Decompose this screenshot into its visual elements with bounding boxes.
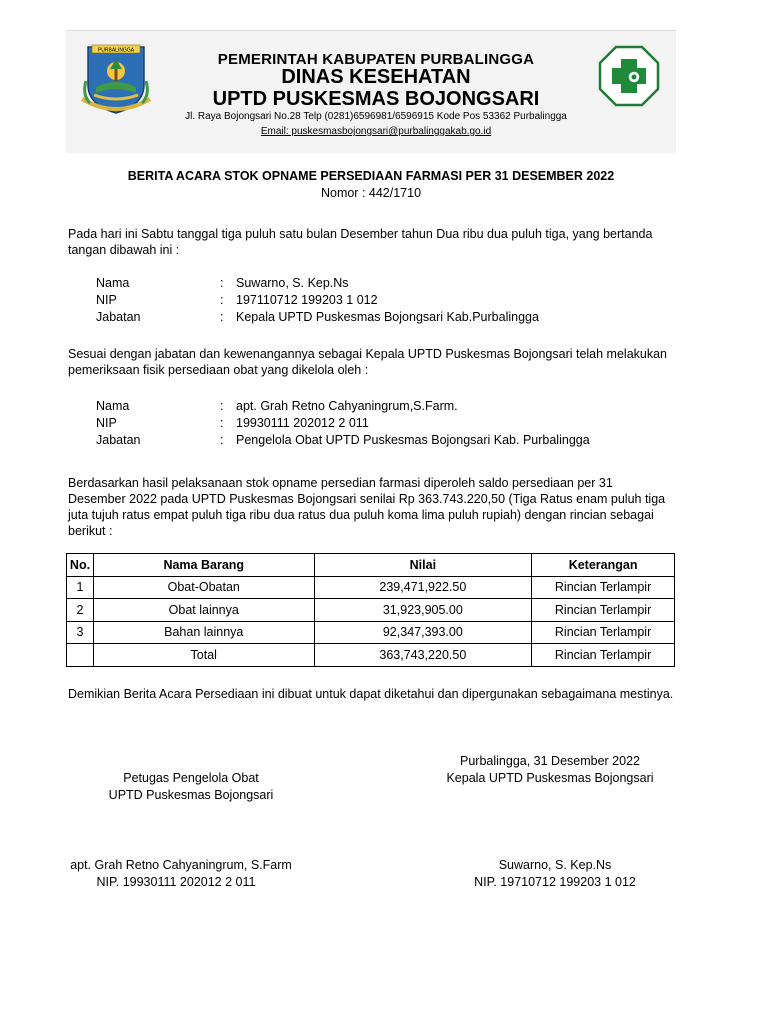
cell-no — [67, 644, 94, 667]
field-label: Jabatan — [96, 310, 141, 324]
colon: : — [220, 416, 224, 430]
table-row — [67, 621, 675, 644]
colon: : — [220, 276, 224, 290]
field-label: Nama — [96, 399, 130, 413]
cell-nilai: 92,347,393.00 — [314, 621, 532, 644]
left-signer-unit: UPTD Puskesmas Bojongsari — [108, 788, 274, 802]
person2-name: apt. Grah Retno Cahyaningrum,S.Farm. — [236, 399, 458, 413]
letterhead-email: Email: puskesmasbojongsari@purbalinggakab.go.id — [260, 126, 492, 137]
puskesmas-cross-logo — [598, 45, 660, 107]
field-label: Nama — [96, 276, 130, 290]
cell-keterangan: Rincian Terlampir — [532, 576, 675, 599]
right-signer-title: Kepala UPTD Puskesmas Bojongsari — [446, 771, 654, 785]
table-total-row — [67, 644, 675, 667]
document-number: Nomor : 442/1710 — [320, 186, 422, 200]
svg-text:PURBALINGGA: PURBALINGGA — [97, 47, 135, 54]
cell-total-label: Total — [93, 644, 314, 667]
cell-nama-barang: Obat-Obatan — [93, 576, 314, 599]
header-nama-barang: Nama Barang — [93, 554, 314, 577]
cell-nama-barang: Bahan lainnya — [93, 621, 314, 644]
field-label: NIP — [96, 416, 117, 430]
table-header-row — [67, 554, 675, 577]
cell-nilai: 31,923,905.00 — [314, 599, 532, 622]
header-no: No. — [67, 554, 94, 577]
person1-nip: 197110712 199203 1 012 — [236, 293, 378, 307]
field-label: Jabatan — [96, 433, 141, 447]
header-nilai: Nilai — [314, 554, 532, 577]
inventory-table — [66, 553, 675, 667]
intro-paragraph: Pada hari ini Sabtu tanggal tiga puluh satu bulan Desember tahun Dua ribu dua puluh tiga, yang bertanda tangan dibawah ini : — [68, 227, 653, 257]
signature-date: Purbalingga, 31 Desember 2022 — [460, 754, 640, 768]
cell-nilai: 239,471,922.50 — [314, 576, 532, 599]
letterhead — [66, 30, 676, 153]
letterhead-department: DINAS KESEHATAN — [281, 66, 471, 88]
document-title: BERITA ACARA STOK OPNAME PERSEDIAAN FARMASI PER 31 DESEMBER 2022 — [127, 169, 615, 183]
left-signer-title: Petugas Pengelola Obat — [123, 771, 259, 785]
right-signer-name: Suwarno, S. Kep.Ns — [498, 858, 612, 872]
purbalingga-emblem-logo — [80, 41, 152, 117]
header-keterangan: Keterangan — [532, 554, 675, 577]
left-signer-name: apt. Grah Retno Cahyaningrum, S.Farm — [70, 858, 292, 872]
letterhead-address: Jl. Raya Bojongsari No.28 Telp (0281)6596981/6596915 Kode Pos 53362 Purbalingga — [185, 111, 567, 122]
result-paragraph: Berdasarkan hasil pelaksanaan stok opname persedian farmasi diperoleh saldo persediaan per 31 Desember 2022 pada UPTD Puskesmas Bojongsari senilai Rp 363.743.220,50 (Tiga Ratus enam puluh tiga juta tujuh ratus empat puluh tiga ribu dua ratus dua puluh koma lima puluh rupiah) dengan rincian sebagai berikut : — [68, 476, 666, 538]
colon: : — [220, 310, 224, 324]
person2-jabatan: Pengelola Obat UPTD Puskesmas Bojongsari Kab. Purbalingga — [236, 433, 590, 447]
left-signer-nip: NIP. 19930111 202012 2 011 — [96, 875, 256, 889]
right-signer-nip: NIP. 19710712 199203 1 012 — [474, 875, 636, 889]
cell-keterangan: Rincian Terlampir — [532, 599, 675, 622]
letterhead-unit: UPTD PUSKESMAS BOJONGSARI — [212, 88, 540, 110]
authority-paragraph: Sesuai dengan jabatan dan kewenangannya sebagai Kepala UPTD Puskesmas Bojongsari telah melakukan pemeriksaan fisik persediaan obat yang dikelola oleh : — [68, 347, 668, 377]
cell-no: 1 — [67, 576, 94, 599]
field-label: NIP — [96, 293, 117, 307]
person1-jabatan: Kepala UPTD Puskesmas Bojongsari Kab.Purbalingga — [236, 310, 539, 324]
letterhead-government: PEMERINTAH KABUPATEN PURBALINGGA — [217, 51, 535, 68]
colon: : — [220, 293, 224, 307]
cell-keterangan: Rincian Terlampir — [532, 621, 675, 644]
colon: : — [220, 433, 224, 447]
cell-no: 3 — [67, 621, 94, 644]
cell-no: 2 — [67, 599, 94, 622]
closing-paragraph: Demikian Berita Acara Persediaan ini dibuat untuk dapat diketahui dan dipergunakan sebagaimana mestinya. — [68, 687, 674, 701]
table-row — [67, 599, 675, 622]
cell-keterangan: Rincian Terlampir — [532, 644, 675, 667]
person1-name: Suwarno, S. Kep.Ns — [236, 276, 349, 290]
cell-nama-barang: Obat lainnya — [93, 599, 314, 622]
table-row — [67, 576, 675, 599]
cell-total-value: 363,743,220.50 — [314, 644, 532, 667]
person2-nip: 19930111 202012 2 011 — [236, 416, 369, 430]
colon: : — [220, 399, 224, 413]
